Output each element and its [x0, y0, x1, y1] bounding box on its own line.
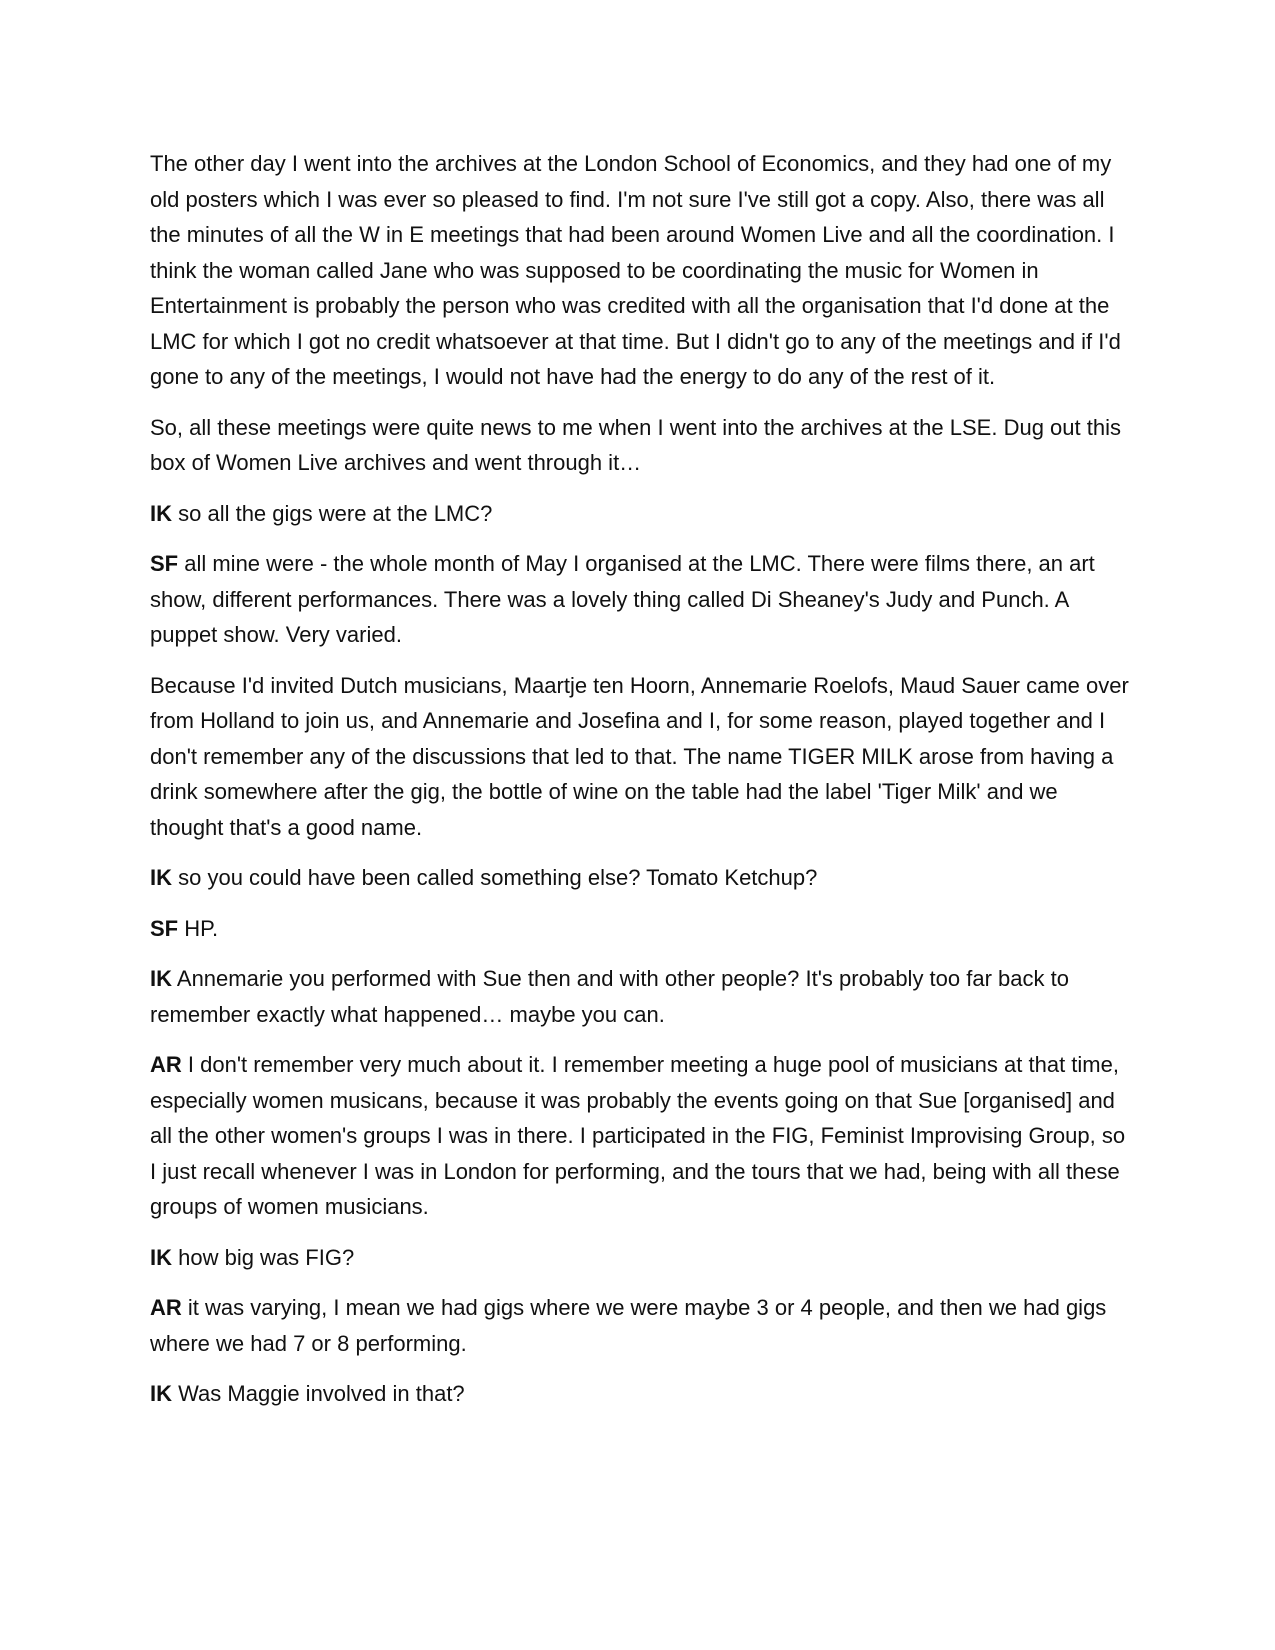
- paragraph-text: I don't remember very much about it. I remember meeting a huge pool of musicians at that time, especially women musicans, because it was probably the events going on that Sue [organised] and all the other women's groups I was in there. I participated in the FIG, Feminist Improvising Group, so I just recall whenever I was in London for performing, and the tours that we had, being with all these groups of women musicians.: [150, 1052, 1126, 1219]
- document-page: [150, 146, 1135, 1427]
- paragraph: [150, 1290, 1135, 1361]
- speaker-label: SF: [150, 915, 179, 941]
- paragraph: [150, 146, 1135, 395]
- paragraph-text: So, all these meetings were quite news to me when I went into the archives at the LSE. Dug out this box of Women Live archives and went through it…: [150, 414, 1121, 475]
- paragraph: [150, 410, 1135, 481]
- speaker-label: AR: [150, 1052, 182, 1077]
- speaker-label: IK: [150, 1244, 172, 1270]
- paragraph-text: all mine were - the whole month of May I organised at the LMC. There were films there, an art show, different performances. There was a lovely thing called Di Sheaney's Judy and Punch. A puppet show. Very varied.: [150, 551, 1095, 647]
- paragraph-text: so you could have been called something else? Tomato Ketchup?: [172, 865, 818, 890]
- speaker-label: IK: [150, 1381, 172, 1406]
- paragraph: [150, 1376, 1135, 1412]
- paragraph: [150, 1240, 1135, 1276]
- speaker-label: IK: [150, 865, 172, 890]
- speaker-label: IK: [150, 966, 172, 991]
- speaker-label: SF: [150, 551, 179, 576]
- speaker-label: IK: [150, 500, 172, 526]
- paragraph-text: Annemarie you performed with Sue then and with other people? It's probably too far back to remember exactly what happened… maybe you can.: [150, 966, 1069, 1027]
- paragraph-text: so all the gigs were at the LMC?: [172, 500, 493, 526]
- speaker-label: AR: [150, 1295, 182, 1320]
- paragraph-text: The other day I went into the archives at the London School of Economics, and they had one of my old posters which I was ever so pleased to find. I'm not sure I've still got a copy. Also, there was all the minutes of all the W in E meetings that had been around Women Live and all the coordination. I think the woman called Jane who was supposed to be coordinating the music for Women in Entertainment is probably the person who was credited with all the organisation that I'd done at the LMC for which I got no credit whatsoever at that time. But I didn't go to any of the meetings and if I'd gone to any of the meetings, I would not have had the energy to do any of the rest of it.: [150, 151, 1121, 389]
- paragraph: [150, 546, 1135, 653]
- paragraph: [150, 668, 1135, 846]
- paragraph: [150, 961, 1135, 1032]
- paragraph: [150, 860, 1135, 896]
- paragraph: [150, 1047, 1135, 1225]
- paragraph-text: HP.: [178, 915, 219, 941]
- paragraph-text: how big was FIG?: [172, 1244, 355, 1270]
- paragraph: [150, 911, 1135, 947]
- paragraph-text: Because I'd invited Dutch musicians, Maartje ten Hoorn, Annemarie Roelofs, Maud Sauer came over from Holland to join us, and Annemarie and Josefina and I, for some reason, played together and I don't remember any of the discussions that led to that. The name TIGER MILK arose from having a drink somewhere after the gig, the bottle of wine on the table had the label 'Tiger Milk' and we thought that's a good name.: [150, 672, 1129, 840]
- paragraph-text: it was varying, I mean we had gigs where we were maybe 3 or 4 people, and then we had gigs where we had 7 or 8 performing.: [150, 1295, 1107, 1356]
- paragraph-text: Was Maggie involved in that?: [172, 1381, 465, 1406]
- paragraph: [150, 496, 1135, 532]
